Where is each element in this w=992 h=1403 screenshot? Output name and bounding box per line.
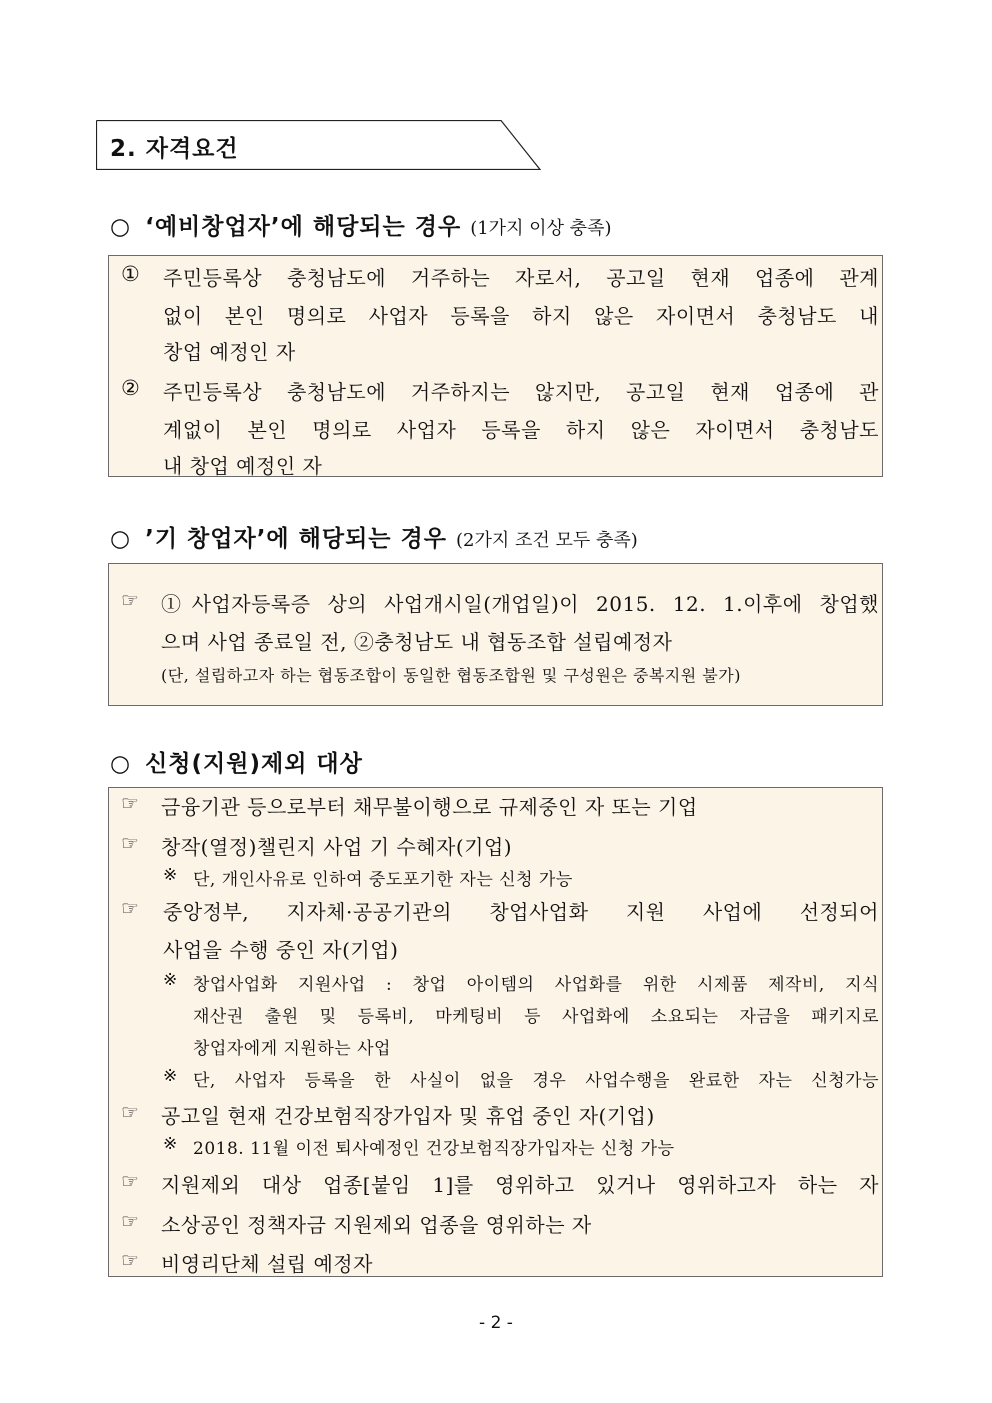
reference-mark-icon: ※ [163,970,178,990]
reference-mark-icon: ※ [163,1066,178,1086]
pre-founder-item1-line3: 창업 예정인 자 [163,340,296,364]
heading-existing-founder-sub: (2가지 조건 모두 충족) [456,530,638,551]
pointing-hand-icon: ☞ [121,1100,140,1124]
pre-founder-item2-line3: 내 창업 예정인 자 [163,454,323,478]
heading-pre-founder-sub: (1가지 이상 충족) [470,218,612,239]
item-number: ① [121,262,141,286]
exclusion-item-4: 공고일 현재 건강보험직장가입자 및 휴업 중인 자(기업) [161,1104,655,1128]
pointing-hand-icon: ☞ [121,831,140,855]
pointing-hand-icon: ☞ [121,588,140,612]
pointing-hand-icon: ☞ [121,1209,140,1233]
heading-exclusions-title: 신청(지원)제외 대상 [145,751,363,777]
bullet-icon: ○ [110,214,132,240]
section-title: 2. 자격요건 [110,136,239,162]
pointing-hand-icon: ☞ [121,1248,140,1272]
exclusion-item-2: 창작(열정)챌린지 사업 기 수혜자(기업) [161,835,513,859]
exclusion-item-3-note1-line3: 창업자에게 지원하는 사업 [193,1039,391,1059]
reference-mark-icon: ※ [163,865,178,885]
section-title-box [96,120,541,170]
heading-existing-founder [110,520,638,553]
heading-existing-founder-title: ’기 창업자’에 해당되는 경우 [145,526,447,552]
exclusion-item-4-note: 2018. 11월 이전 퇴사예정인 건강보험직장가입자는 신청 가능 [193,1139,675,1159]
exclusion-item-3-line2: 사업을 수행 중인 자(기업) [163,938,399,962]
exclusion-item-3-note1-line1: 창업사업화 지원사업 : 창업 아이템의 사업화를 위한 시제품 제작비, 지식 [193,975,879,995]
existing-founder-box [108,563,883,706]
pre-founder-item2-line2: 계없이 본인 명의로 사업자 등록을 하지 않은 자이면서 충청남도 [163,418,879,442]
exclusion-item-6: 소상공인 정책자금 지원제외 업종을 영위하는 자 [161,1213,592,1237]
heading-pre-founder [110,208,611,241]
pre-founder-box [108,255,883,477]
pre-founder-item1-line1: 주민등록상 충청남도에 거주하는 자로서, 공고일 현재 업종에 관계 [163,266,879,290]
exclusion-item-5: 지원제외 대상 업종[붙임 1]를 영위하고 있거나 영위하고자 하는 자 [161,1173,879,1197]
exclusions-box [108,787,883,1277]
pointing-hand-icon: ☞ [121,1169,140,1193]
existing-founder-note: (단, 설립하고자 하는 협동조합이 동일한 협동조합원 및 구성원은 중복지원 불가) [161,666,741,685]
reference-mark-icon: ※ [163,1134,178,1154]
item-number: ② [121,376,141,400]
heading-exclusions [110,745,363,778]
bullet-icon: ○ [110,751,132,777]
exclusion-item-2-note: 단, 개인사유로 인하여 중도포기한 자는 신청 가능 [193,870,573,890]
exclusion-item-7: 비영리단체 설립 예정자 [161,1252,373,1276]
exclusion-item-3-line1: 중앙정부, 지자체·공공기관의 창업사업화 지원 사업에 선정되어 [163,900,879,924]
exclusion-item-3-note2: 단, 사업자 등록을 한 사실이 없을 경우 사업수행을 완료한 자는 신청가능 [193,1071,879,1091]
heading-pre-founder-title: ‘예비창업자’에 해당되는 경우 [145,214,462,240]
exclusion-item-1: 금융기관 등으로부터 채무불이행으로 규제중인 자 또는 기업 [161,795,698,819]
existing-founder-line2: 으며 사업 종료일 전, ②충청남도 내 협동조합 설립예정자 [161,630,673,654]
existing-founder-line1: ①사업자등록증 상의 사업개시일(개업일)이 2015. 12. 1.이후에 창업했 [161,592,879,616]
page-number: - 2 - [479,1313,513,1333]
bullet-icon: ○ [110,526,132,552]
exclusion-item-3-note1-line2: 재산권 출원 및 등록비, 마케팅비 등 사업화에 소요되는 자금을 패키지로 [193,1007,879,1027]
pointing-hand-icon: ☞ [121,791,140,815]
pointing-hand-icon: ☞ [121,896,140,920]
pre-founder-item1-line2: 없이 본인 명의로 사업자 등록을 하지 않은 자이면서 충청남도 내 [163,304,879,328]
pre-founder-item2-line1: 주민등록상 충청남도에 거주하지는 않지만, 공고일 현재 업종에 관 [163,380,879,404]
